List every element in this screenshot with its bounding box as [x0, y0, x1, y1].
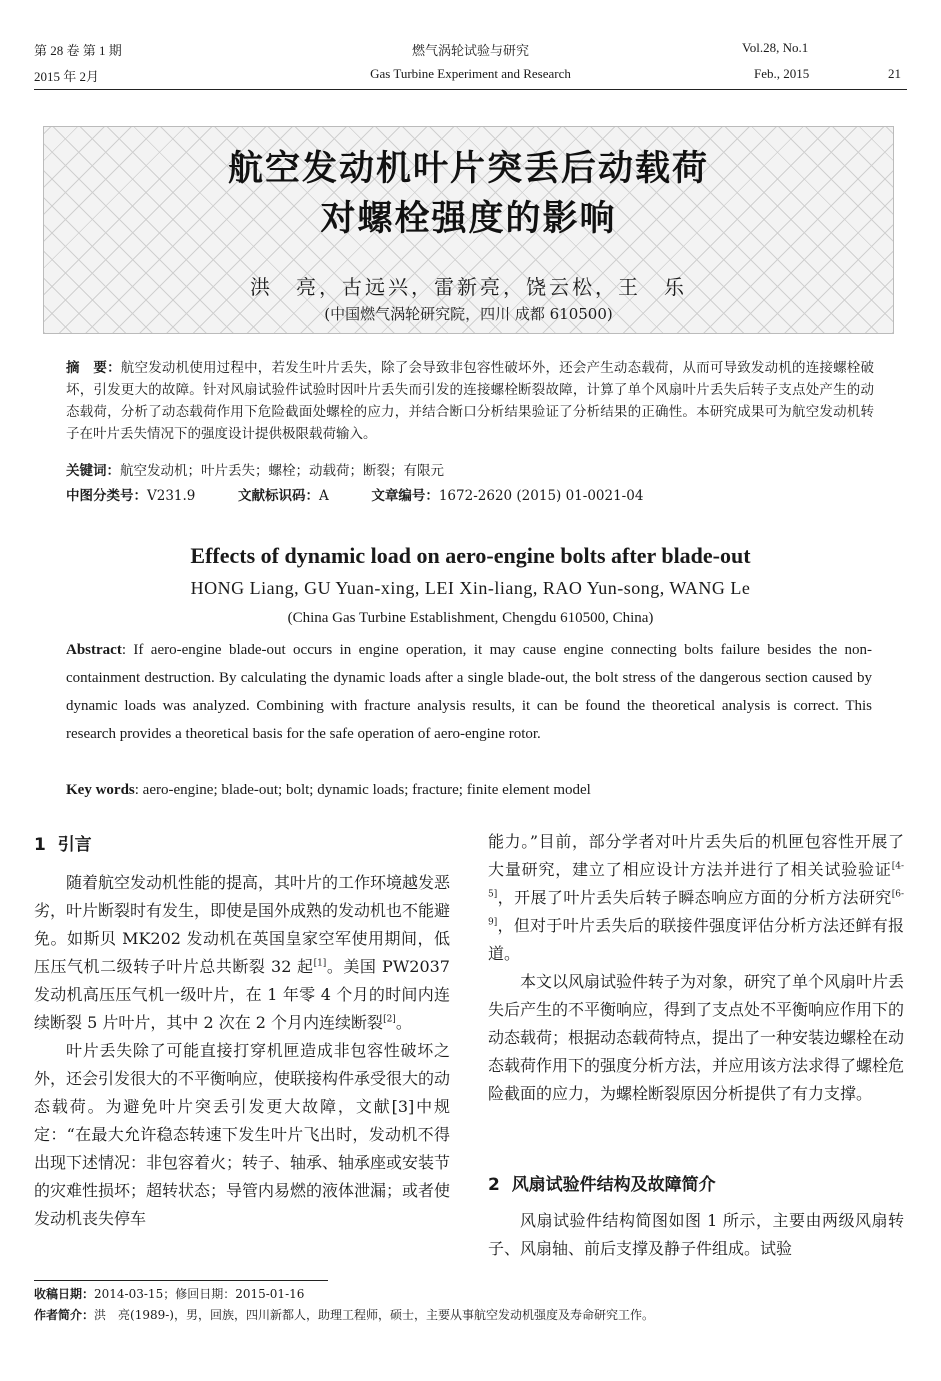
paragraph-1-text-b: 。美国 PW2037 发动机高压压气机一级叶片，在 1 年零 4 个月的时间内连续断裂 5 片叶片，其中 2 次在 2 个月内连续断裂: [34, 957, 450, 1032]
header-date-cn: 2015 年 2月: [34, 69, 100, 84]
abstract-en-text: If aero-engine blade-out occurs in engine operation, it may cause engine connecting bolts failure besides the non-containment destruction. By calculating the dynamic loads after a single blade-out, the bolt stress of the dangerous section caused by dynamic loads was analyzed. Combining with fracture analysis results, it can be found the theoretical analysis is correct. This research provides a theoretical basis for the safe operation of aero-engine rotor.: [66, 642, 873, 742]
page-number: 21: [888, 66, 901, 81]
header-journal-en: Gas Turbine Experiment and Research: [370, 66, 571, 81]
title-en: Effects of dynamic load on aero-engine bolts after blade-out: [190, 543, 751, 568]
abstract-cn-label: 摘 要：: [66, 360, 121, 376]
abstract-en: [66, 636, 872, 748]
paragraph-3-text-a: 能力。”目前，部分学者对叶片丢失后的机匣包容性开展了大量研究，建立了相应设计方法并进行了相关试验验证: [488, 832, 904, 879]
author-bio-text: 洪 亮(1989-)，男，回族，四川新都人，助理工程师，硕士，主要从事航空发动机强度及寿命研究工作。: [94, 1308, 654, 1322]
title-cn-line1: 航空发动机叶片突丢后动载荷: [227, 149, 709, 189]
section-1-heading: [34, 830, 92, 855]
authors-cn: 洪 亮，古远兴，雷新亮，饶云松，王 乐: [250, 275, 687, 299]
section-2-number: 2: [488, 1175, 500, 1195]
paragraph-5: 风扇试验件结构简图如图 1 所示，主要由两级风扇转子、风扇轴、前后支撑及静子件组成。试验: [488, 1211, 904, 1258]
paragraph-3-text-b: ，开展了叶片丢失后转子瞬态响应方面的分析方法研究: [497, 888, 892, 907]
keywords-cn: [66, 460, 874, 482]
author-bio-label: 作者简介：: [34, 1308, 95, 1322]
paragraph-2: 叶片丢失除了可能直接打穿机匣造成非包容性破坏之外，还会引发很大的不平衡响应，使联接构件承受很大的动态载荷。为避免叶片突丢引发更大故障，文献[3]中规定：“在最大允许稳态转速下发生叶片飞出时，发动机不得出现下述情况：非包容着火；转子、轴承、轴承座或安装节的灾难性损坏；超转状态；导管内易燃的液体泄漏；或者使发动机丧失停车: [34, 1041, 451, 1228]
paragraph-1-text-a: 随着航空发动机性能的提高，其叶片的工作环境越发恶劣，叶片断裂时有发生，即使是国外成熟的发动机也不能避免。如斯贝 MK202 发动机在英国皇家空军使用期间，低压压气机二级转子叶片总共断裂 32 起: [34, 873, 451, 976]
header-date-en: Feb., 2015: [754, 66, 810, 81]
received-date: [34, 1285, 304, 1302]
footnote-rule: [34, 1280, 328, 1281]
received-text: 2014-03-15；修回日期：2015-01-16: [94, 1287, 305, 1301]
keywords-en-text: aero-engine; blade-out; bolt; dynamic loads; fracture; finite element model: [142, 782, 591, 798]
abstract-cn-text: 航空发动机使用过程中，若发生叶片丢失，除了会导致非包容性破坏外，还会产生动态载荷，从而可导致发动机的连接螺栓破坏，引发更大的故障。针对风扇试验件试验时因叶片丢失而引发的连接螺栓断裂故障，计算了单个风扇叶片丢失后转子支点处产生的动态载荷，分析了动态载荷作用下危险截面处螺栓的应力，并结合断口分析结果验证了分析结果的正确性。本研究成果可为航空发动机转子在叶片丢失情况下的强度设计提供极限载荷输入。: [66, 360, 875, 442]
article-no: 1672-2620 (2015) 01-0021-04: [438, 488, 644, 504]
classification-line: [66, 485, 874, 507]
paragraph-3: [488, 828, 904, 968]
citation-2: [2]: [383, 1014, 396, 1025]
abstract-en-sep: :: [121, 642, 134, 658]
clc-label: 中图分类号：: [66, 488, 147, 504]
header-rule: [34, 89, 907, 90]
citation-3: [4-5]: [488, 861, 904, 900]
section-2-title: 风扇试验件结构及故障简介: [511, 1175, 716, 1195]
section-2-heading: [488, 1170, 716, 1195]
right-column: [488, 828, 904, 1108]
affiliation-cn: (中国燃气涡轮研究院，四川 成都 610500): [324, 305, 613, 323]
doc-code-label: 文献标识码：: [238, 488, 319, 504]
header-volume-en: Vol.28, No.1: [742, 40, 809, 55]
author-bio: [34, 1306, 654, 1323]
paragraph-4: 本文以风扇试验件转子为对象，研究了单个风扇叶片丢失后产生的不平衡响应，得到了支点处不平衡响应作用下的动态载荷；根据动态载荷特点，提出了一种安装边螺栓在动态载荷作用下的强度分析方法，并应用该方法求得了螺栓危险截面的应力，为螺栓断裂原因分析提供了有力支撑。: [488, 972, 905, 1103]
header-journal-cn: 燃气涡轮试验与研究: [411, 43, 529, 58]
section-1-number: 1: [34, 835, 46, 855]
article-no-label: 文章编号：: [371, 488, 439, 504]
authors-en: HONG Liang, GU Yuan-xing, LEI Xin-liang, RAO Yun-song, WANG Le: [190, 578, 751, 598]
clc-code: V231.9: [147, 488, 196, 504]
keywords-cn-text: 航空发动机；叶片丢失；螺栓；动载荷；断裂；有限元: [120, 463, 444, 479]
citation-1: [1]: [313, 958, 327, 969]
doc-code: A: [319, 488, 329, 504]
citation-4: [6-9]: [488, 889, 904, 928]
left-column: [34, 869, 450, 1233]
keywords-en-label: Key words: [66, 782, 135, 798]
keywords-en-sep: :: [134, 782, 143, 798]
affiliation-en: (China Gas Turbine Establishment, Chengdu 610500, China): [287, 610, 654, 626]
section-1-title: 引言: [57, 835, 92, 855]
keywords-en: [66, 776, 872, 804]
abstract-en-label: Abstract: [66, 642, 122, 658]
received-label: 收稿日期：: [34, 1287, 95, 1301]
paragraph-1-text-c: 。: [395, 1013, 412, 1032]
header-volume-cn: 第 28 卷 第 1 期: [34, 43, 122, 58]
section-2-body: [488, 1207, 904, 1263]
paragraph-1: [34, 869, 450, 1037]
paragraph-3-text-c: ，但对于叶片丢失后的联接件强度评估分析方法还鲜有报道。: [488, 916, 904, 963]
title-cn-line2: 对螺栓强度的影响: [320, 199, 617, 239]
abstract-cn: [66, 357, 874, 445]
keywords-cn-label: 关键词：: [66, 463, 120, 479]
title-block: [43, 126, 894, 334]
